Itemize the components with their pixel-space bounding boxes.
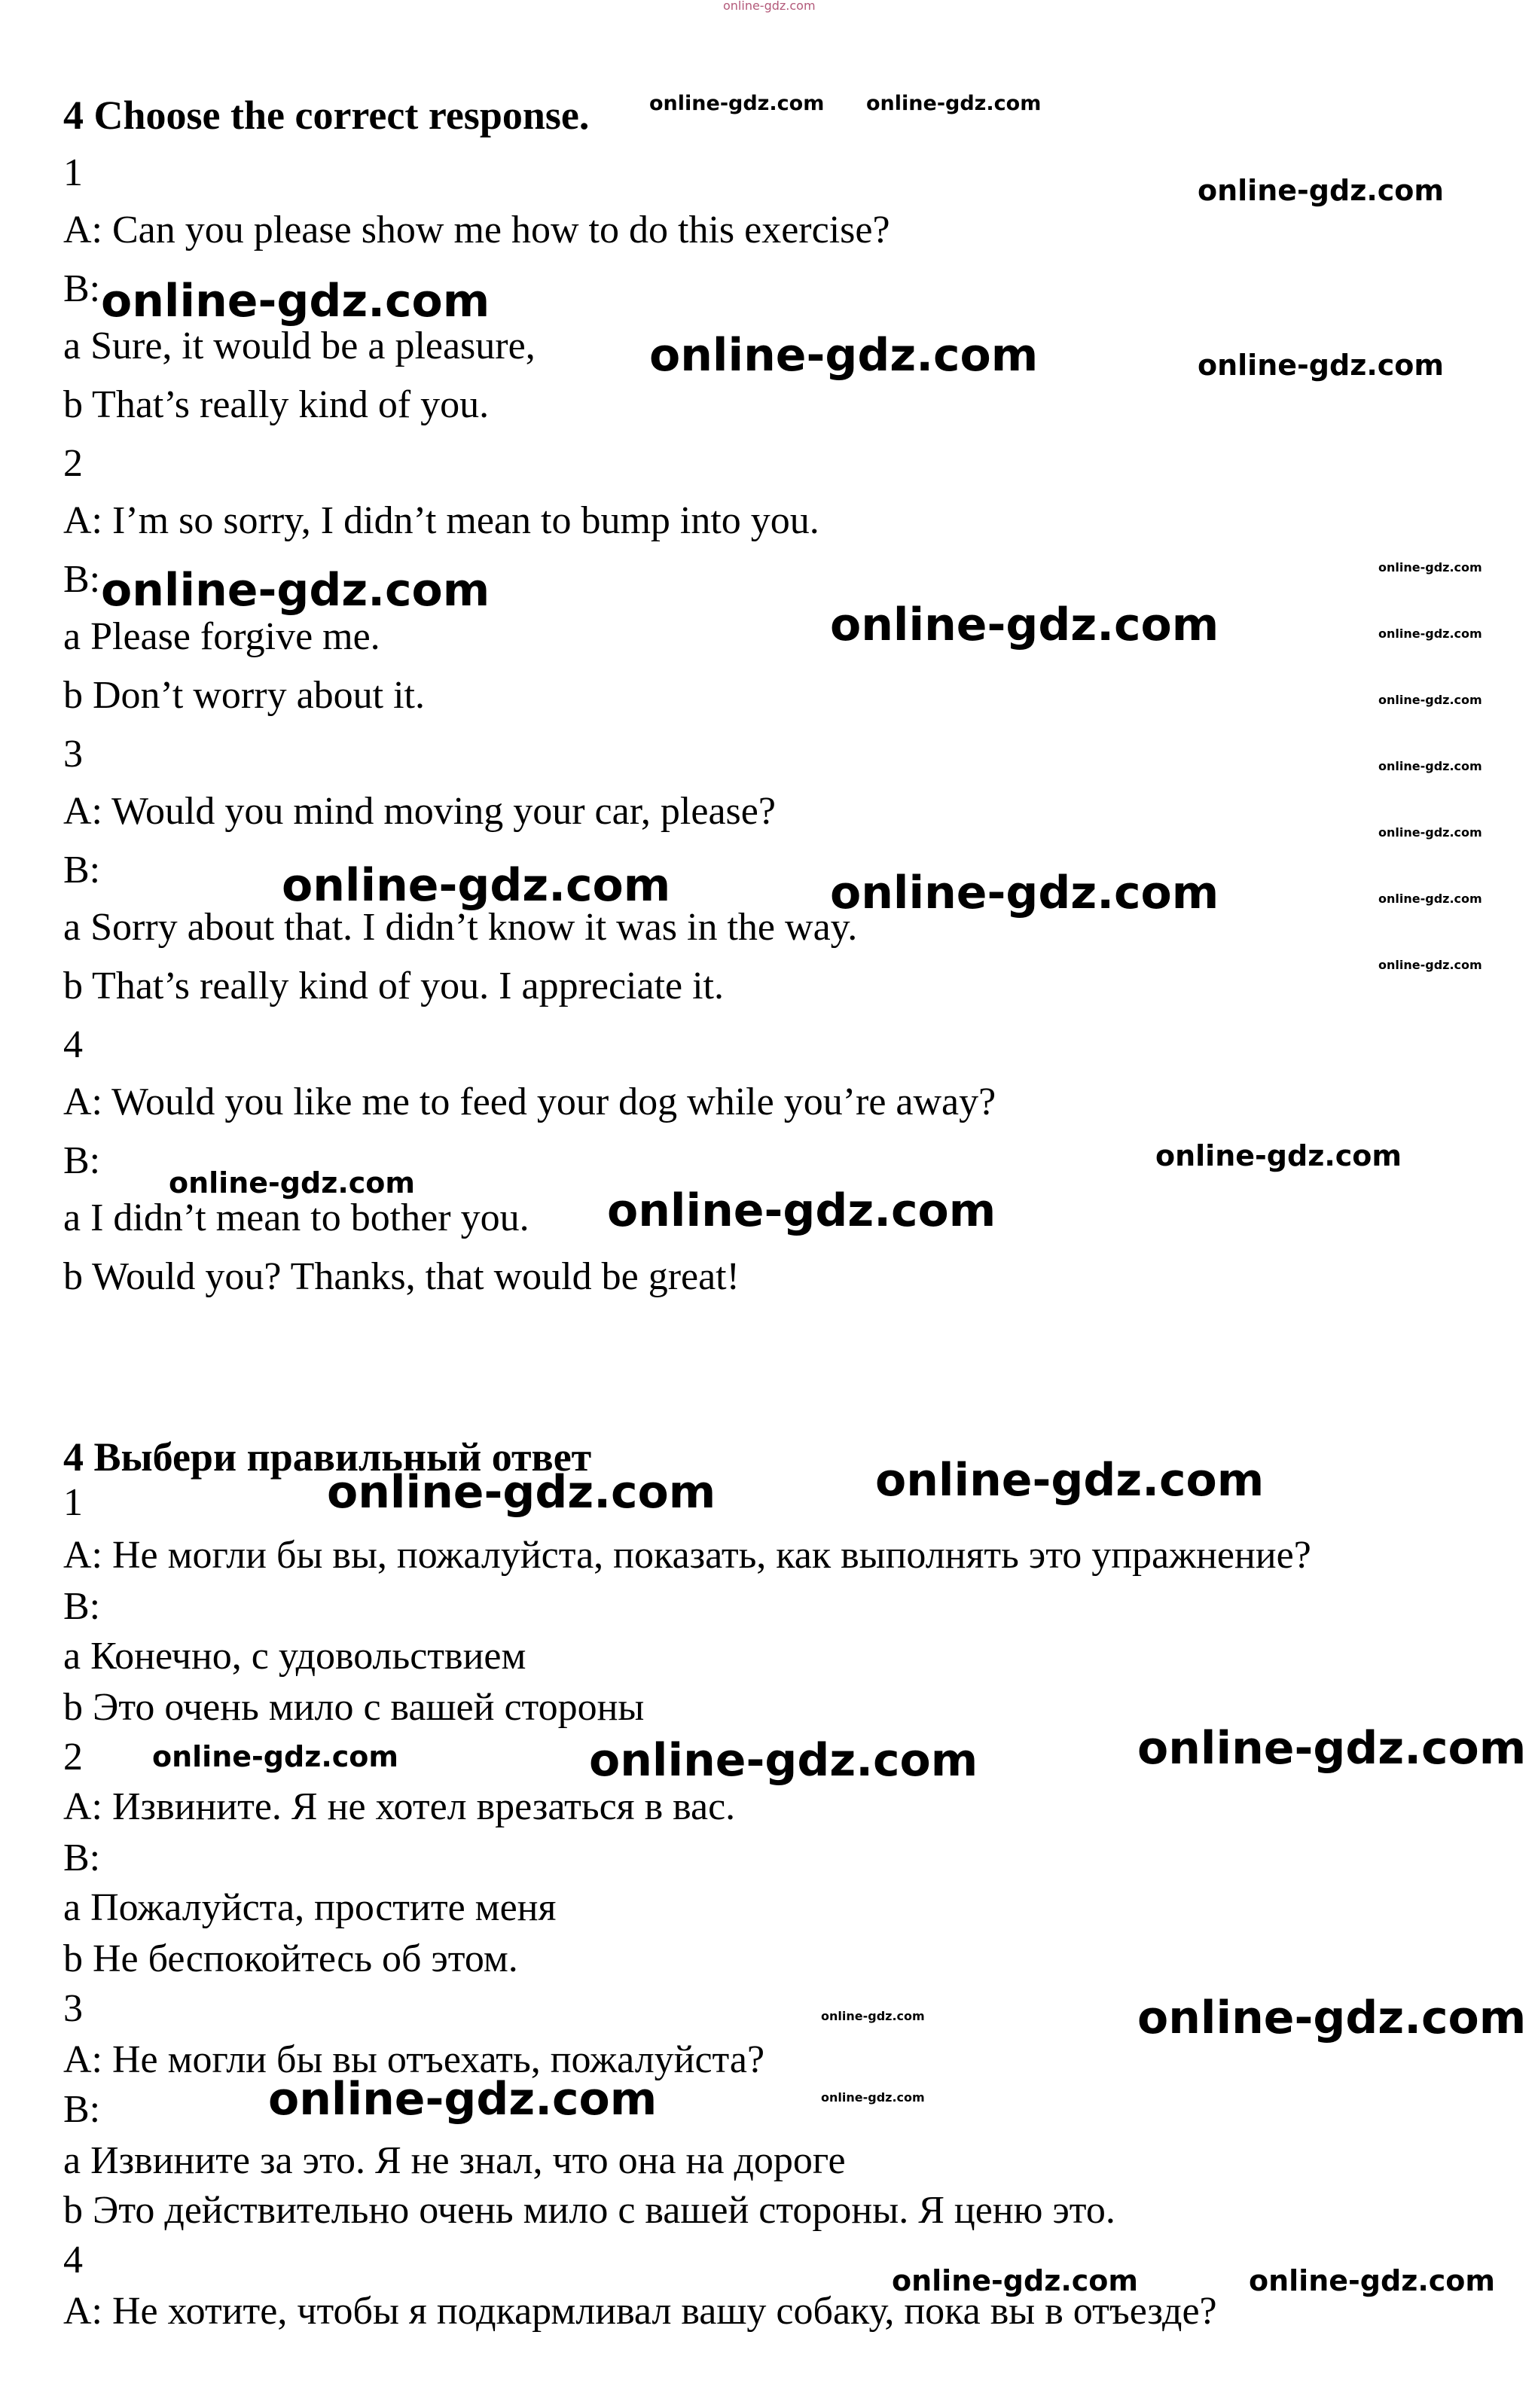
question-a: A: Не могли бы вы отъехать, пожалуйста?: [63, 2038, 765, 2081]
watermark: online-gdz.com: [589, 1734, 978, 1787]
option-b: b That’s really kind of you. I appreciate it.: [63, 965, 724, 1007]
watermark: online-gdz.com: [152, 1740, 398, 1773]
option-a: a Sure, it would be a pleasure,: [63, 325, 536, 367]
option-a: a Пожалуйста, простите меня: [63, 1886, 557, 1929]
item-number: 4: [63, 1023, 83, 1066]
watermark: online-gdz.com: [875, 1454, 1265, 1507]
question-a: A: I’m so sorry, I didn’t mean to bump into you.: [63, 499, 819, 542]
question-a: A: Извините. Я не хотел врезаться в вас.: [63, 1785, 736, 1828]
watermark: online-gdz.com: [327, 1466, 716, 1519]
item-number: 1: [63, 151, 83, 194]
watermark: online-gdz.com: [1155, 1139, 1402, 1172]
watermark: online-gdz.com: [101, 564, 490, 617]
watermark: online-gdz.com: [1137, 1722, 1527, 1775]
watermark: online-gdz.com: [649, 92, 825, 115]
option-a: a Конечно, с удовольствием: [63, 1635, 526, 1678]
item-number: 2: [63, 1736, 83, 1779]
russian-heading: 4 Выбери правильный ответ: [63, 1434, 592, 1480]
watermark: online-gdz.com: [101, 275, 490, 328]
watermark: online-gdz.com: [830, 867, 1219, 919]
question-a: A: Would you like me to feed your dog while you’re away?: [63, 1081, 996, 1123]
answer-b-label: B:: [63, 1139, 101, 1182]
option-a: a Please forgive me.: [63, 615, 380, 658]
item-number: 2: [63, 442, 83, 485]
answer-b-label: B:: [63, 1585, 101, 1628]
watermark: online-gdz.com: [1378, 825, 1482, 840]
watermark: online-gdz.com: [1378, 958, 1482, 972]
watermark-top: online-gdz.com: [723, 0, 816, 13]
watermark: online-gdz.com: [1137, 1992, 1527, 2044]
option-b: b Это действительно очень мило с вашей стороны. Я ценю это.: [63, 2189, 1115, 2232]
watermark: online-gdz.com: [607, 1184, 996, 1237]
option-b: b That’s really kind of you.: [63, 383, 490, 426]
item-number: 3: [63, 1987, 83, 2030]
answer-b-label: B:: [63, 2088, 101, 2131]
watermark: online-gdz.com: [282, 859, 671, 912]
question-a: A: Не хотите, чтобы я подкармливал вашу собаку, пока вы в отъезде?: [63, 2290, 1217, 2333]
watermark: online-gdz.com: [1378, 892, 1482, 906]
watermark: online-gdz.com: [268, 2073, 658, 2126]
watermark: online-gdz.com: [1249, 2264, 1495, 2297]
question-a: A: Would you mind moving your car, please?: [63, 790, 776, 833]
question-a: A: Не могли бы вы, пожалуйста, показать, как выполнять это упражнение?: [63, 1534, 1311, 1577]
option-b: b Не беспокойтесь об этом.: [63, 1937, 518, 1980]
item-number: 4: [63, 2239, 83, 2282]
watermark: online-gdz.com: [821, 2009, 925, 2023]
watermark: online-gdz.com: [1198, 349, 1444, 382]
watermark: online-gdz.com: [649, 329, 1039, 382]
answer-b-label: B:: [63, 849, 101, 892]
watermark: online-gdz.com: [1378, 560, 1482, 575]
watermark: online-gdz.com: [821, 2090, 925, 2105]
watermark: online-gdz.com: [1378, 693, 1482, 707]
option-a: a Извините за это. Я не знал, что она на дороге: [63, 2139, 846, 2182]
option-b: b Would you? Thanks, that would be great!: [63, 1255, 740, 1298]
watermark: online-gdz.com: [1198, 174, 1444, 207]
watermark: online-gdz.com: [830, 599, 1219, 651]
answer-b-label: B:: [63, 558, 101, 601]
option-b: b Это очень мило с вашей стороны: [63, 1686, 645, 1729]
option-a: a I didn’t mean to bother you.: [63, 1196, 529, 1239]
watermark: online-gdz.com: [866, 92, 1042, 115]
option-a: a Sorry about that. I didn’t know it was in the way.: [63, 906, 858, 949]
watermark: online-gdz.com: [169, 1166, 415, 1199]
answer-b-label: B:: [63, 1836, 101, 1879]
english-heading: 4 Choose the correct response.: [63, 93, 590, 138]
item-number: 3: [63, 733, 83, 776]
watermark: online-gdz.com: [892, 2264, 1138, 2297]
item-number: 1: [63, 1481, 83, 1524]
watermark: online-gdz.com: [1378, 759, 1482, 773]
option-b: b Don’t worry about it.: [63, 674, 425, 717]
watermark: online-gdz.com: [1378, 626, 1482, 641]
answer-b-label: B:: [63, 267, 101, 310]
question-a: A: Can you please show me how to do this exercise?: [63, 209, 890, 251]
